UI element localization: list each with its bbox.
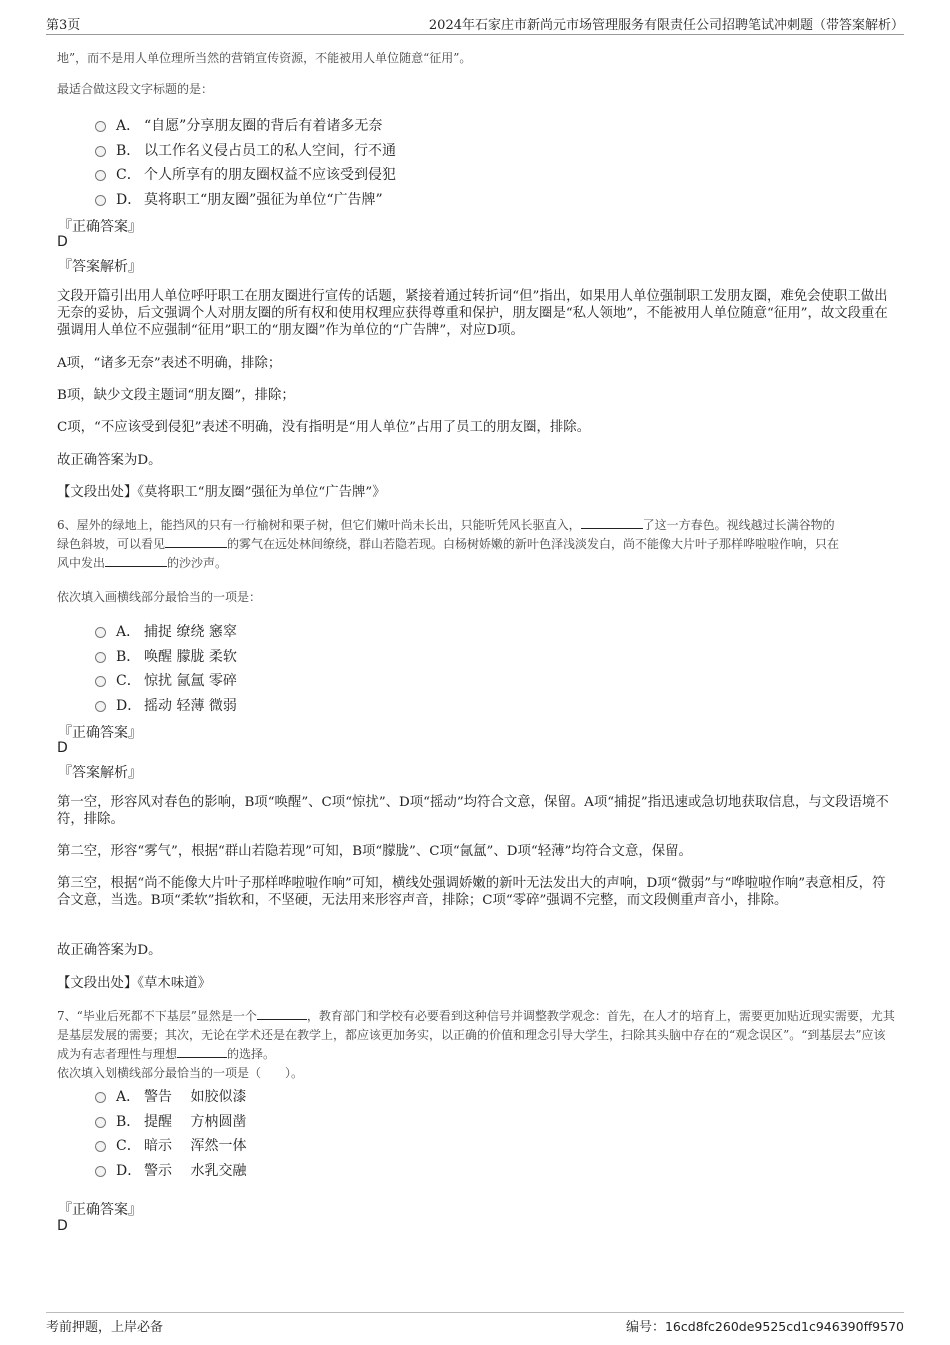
q7-option-b[interactable]: B． 提醒 方枘圆凿 bbox=[95, 1111, 246, 1131]
q5-answer: D bbox=[57, 234, 68, 250]
blank-line bbox=[177, 1045, 227, 1058]
radio-icon[interactable] bbox=[95, 195, 106, 206]
radio-icon[interactable] bbox=[95, 1092, 106, 1103]
q5-analysis-paragraph: B项，缺少文段主题词“朋友圈”，排除； bbox=[57, 388, 295, 403]
q5-source: 【文段出处】《莫将职工“朋友圈”强征为单位“广告牌”》 bbox=[57, 485, 386, 500]
q5-prompt: 最适合做这段文字标题的是： bbox=[57, 82, 214, 96]
radio-icon[interactable] bbox=[95, 170, 106, 181]
q6-prompt: 依次填入画横线部分最恰当的一项是： bbox=[57, 590, 262, 604]
blank-line bbox=[105, 554, 167, 567]
radio-icon[interactable] bbox=[95, 676, 106, 687]
blank-line bbox=[165, 535, 227, 548]
q7-answer: D bbox=[57, 1218, 68, 1234]
q5-analysis-paragraph: C项，“不应该受到侵犯”表述不明确，没有指明是“用人单位”占用了员工的朋友圈，排除。 bbox=[57, 420, 591, 435]
q6-option-b[interactable]: B． 唤醒 朦胧 柔软 bbox=[95, 646, 237, 666]
q6-analysis-paragraph: 故正确答案为D。 bbox=[57, 943, 162, 958]
q5-option-b[interactable]: B． 以工作名义侵占员工的私人空间，行不通 bbox=[95, 140, 396, 160]
q6-option-c[interactable]: C． 惊扰 氤氲 零碎 bbox=[95, 670, 237, 690]
q6-analysis-label: 『答案解析』 bbox=[58, 765, 142, 781]
q6-analysis-paragraph: 第三空，根据“尚不能像大片叶子那样哗啦啦作响”可知，横线处强调娇嫩的新叶无法发出大的声响，D项“微弱”与“哗啦啦作响”表意相反，符合文意，当选。B项“柔软”指软和，不坚硬，无法用来形容声音，排除；C项“零碎”强调不完整，而文段侧重声音小，排除。 bbox=[57, 876, 886, 908]
q5-analysis-paragraph: 故正确答案为D。 bbox=[57, 453, 162, 468]
document-title: 2024年石家庄市新尚元市场管理服务有限责任公司招聘笔试冲刺题（带答案解析） bbox=[428, 18, 904, 33]
q5-answer-label: 『正确答案』 bbox=[58, 219, 142, 235]
blank-line bbox=[257, 1007, 307, 1020]
radio-icon[interactable] bbox=[95, 1141, 106, 1152]
q6-analysis-paragraph: 第二空，形容“雾气”，根据“群山若隐若现”可知，B项“朦胧”、C项“氤氲”、D项“轻薄”均符合文意，保留。 bbox=[57, 844, 692, 859]
q6-answer-label: 『正确答案』 bbox=[58, 725, 142, 741]
q6-answer: D bbox=[57, 740, 68, 756]
q5-option-d[interactable]: D． 莫将职工“朋友圈”强征为单位“广告牌” bbox=[95, 189, 383, 209]
q5-option-c[interactable]: C． 个人所享有的朋友圈权益不应该受到侵犯 bbox=[95, 164, 396, 184]
q7-answer-label: 『正确答案』 bbox=[58, 1202, 142, 1218]
radio-icon[interactable] bbox=[95, 1166, 106, 1177]
blank-line bbox=[581, 516, 643, 529]
q7-prompt: 依次填入划横线部分最恰当的一项是（ ）。 bbox=[57, 1066, 304, 1080]
q6-source: 【文段出处】《草木味道》 bbox=[57, 976, 211, 991]
q7-option-c[interactable]: C． 暗示 浑然一体 bbox=[95, 1135, 246, 1155]
q7-option-d[interactable]: D． 警示 水乳交融 bbox=[95, 1160, 246, 1180]
q5-analysis-paragraph: A项，“诸多无奈”表述不明确，排除； bbox=[57, 356, 282, 371]
q5-analysis-paragraph: 文段开篇引出用人单位呼吁职工在朋友圈进行宣传的话题，紧接着通过转折词“但”指出，如果用人单位强制职工发朋友圈，难免会使职工做出无奈的妥协，后文强调个人对朋友圈的所有权和使用权理应获得尊重和保护，朋友圈是“私人领地”，不能被用人单位随意“征用”，故文段重在强调用人单位不应强制“征用”职工的“朋友圈”作为单位的“广告牌”，对应D项。 bbox=[57, 289, 888, 338]
radio-icon[interactable] bbox=[95, 652, 106, 663]
document-code: 编号：16cd8fc260de9525cd1c946390ff9570 bbox=[625, 1319, 904, 1335]
radio-icon[interactable] bbox=[95, 146, 106, 157]
q5-analysis-label: 『答案解析』 bbox=[58, 259, 142, 275]
page-header bbox=[46, 12, 904, 35]
q6-option-d[interactable]: D． 摇动 轻薄 微弱 bbox=[95, 695, 237, 715]
q7-stem: 7、“毕业后死都不下基层”显然是一个 ，教育部门和学校有必要看到这种信号并调整教学观念：首先，在人才的培育上，需要更加贴近现实需要，尤其是基层发展的需要；其次，无论在学术还是在教学上，都应该更加务实，以正确的价值和理念引导大学生，扫除其头脑中存在的“观念误区”。“到基层去”应该成为有志者理性与理想 的选择。 bbox=[57, 1009, 895, 1061]
q7-option-a[interactable]: A． 警告 如胶似漆 bbox=[95, 1086, 246, 1106]
radio-icon[interactable] bbox=[95, 1117, 106, 1128]
q6-stem: 6、屋外的绿地上，能挡风的只有一行榆树和栗子树，但它们嫩叶尚未长出，只能听凭风长驱直入， 了这一方春色。视线越过长满谷物的 绿色斜坡，可以看见 的雾气在远处林间缭绕，群山若隐若现。白杨树娇嫩的新叶色泽浅淡发白，尚不能像大片叶子那样哗啦啦作响，只在 风中发出 的沙沙声。 bbox=[57, 518, 840, 570]
radio-icon[interactable] bbox=[95, 627, 106, 638]
carryover-text: 地”，而不是用人单位理所当然的营销宣传资源，不能被用人单位随意“征用”。 bbox=[57, 51, 472, 65]
q6-option-a[interactable]: A． 捕捉 缭绕 窸窣 bbox=[95, 621, 237, 641]
page-number: 第3页 bbox=[46, 18, 81, 33]
radio-icon[interactable] bbox=[95, 121, 106, 132]
footer-slogan: 考前押题，上岸必备 bbox=[46, 1320, 164, 1335]
q5-option-a[interactable]: A． “自愿”分享朋友圈的背后有着诸多无奈 bbox=[95, 115, 382, 135]
radio-icon[interactable] bbox=[95, 701, 106, 712]
page-footer bbox=[46, 1312, 904, 1337]
q6-analysis-paragraph: 第一空，形容风对春色的影响，B项“唤醒”、C项“惊扰”、D项“摇动”均符合文意，保留。A项“捕捉”指迅速或急切地获取信息，与文段语境不符，排除。 bbox=[57, 795, 889, 827]
